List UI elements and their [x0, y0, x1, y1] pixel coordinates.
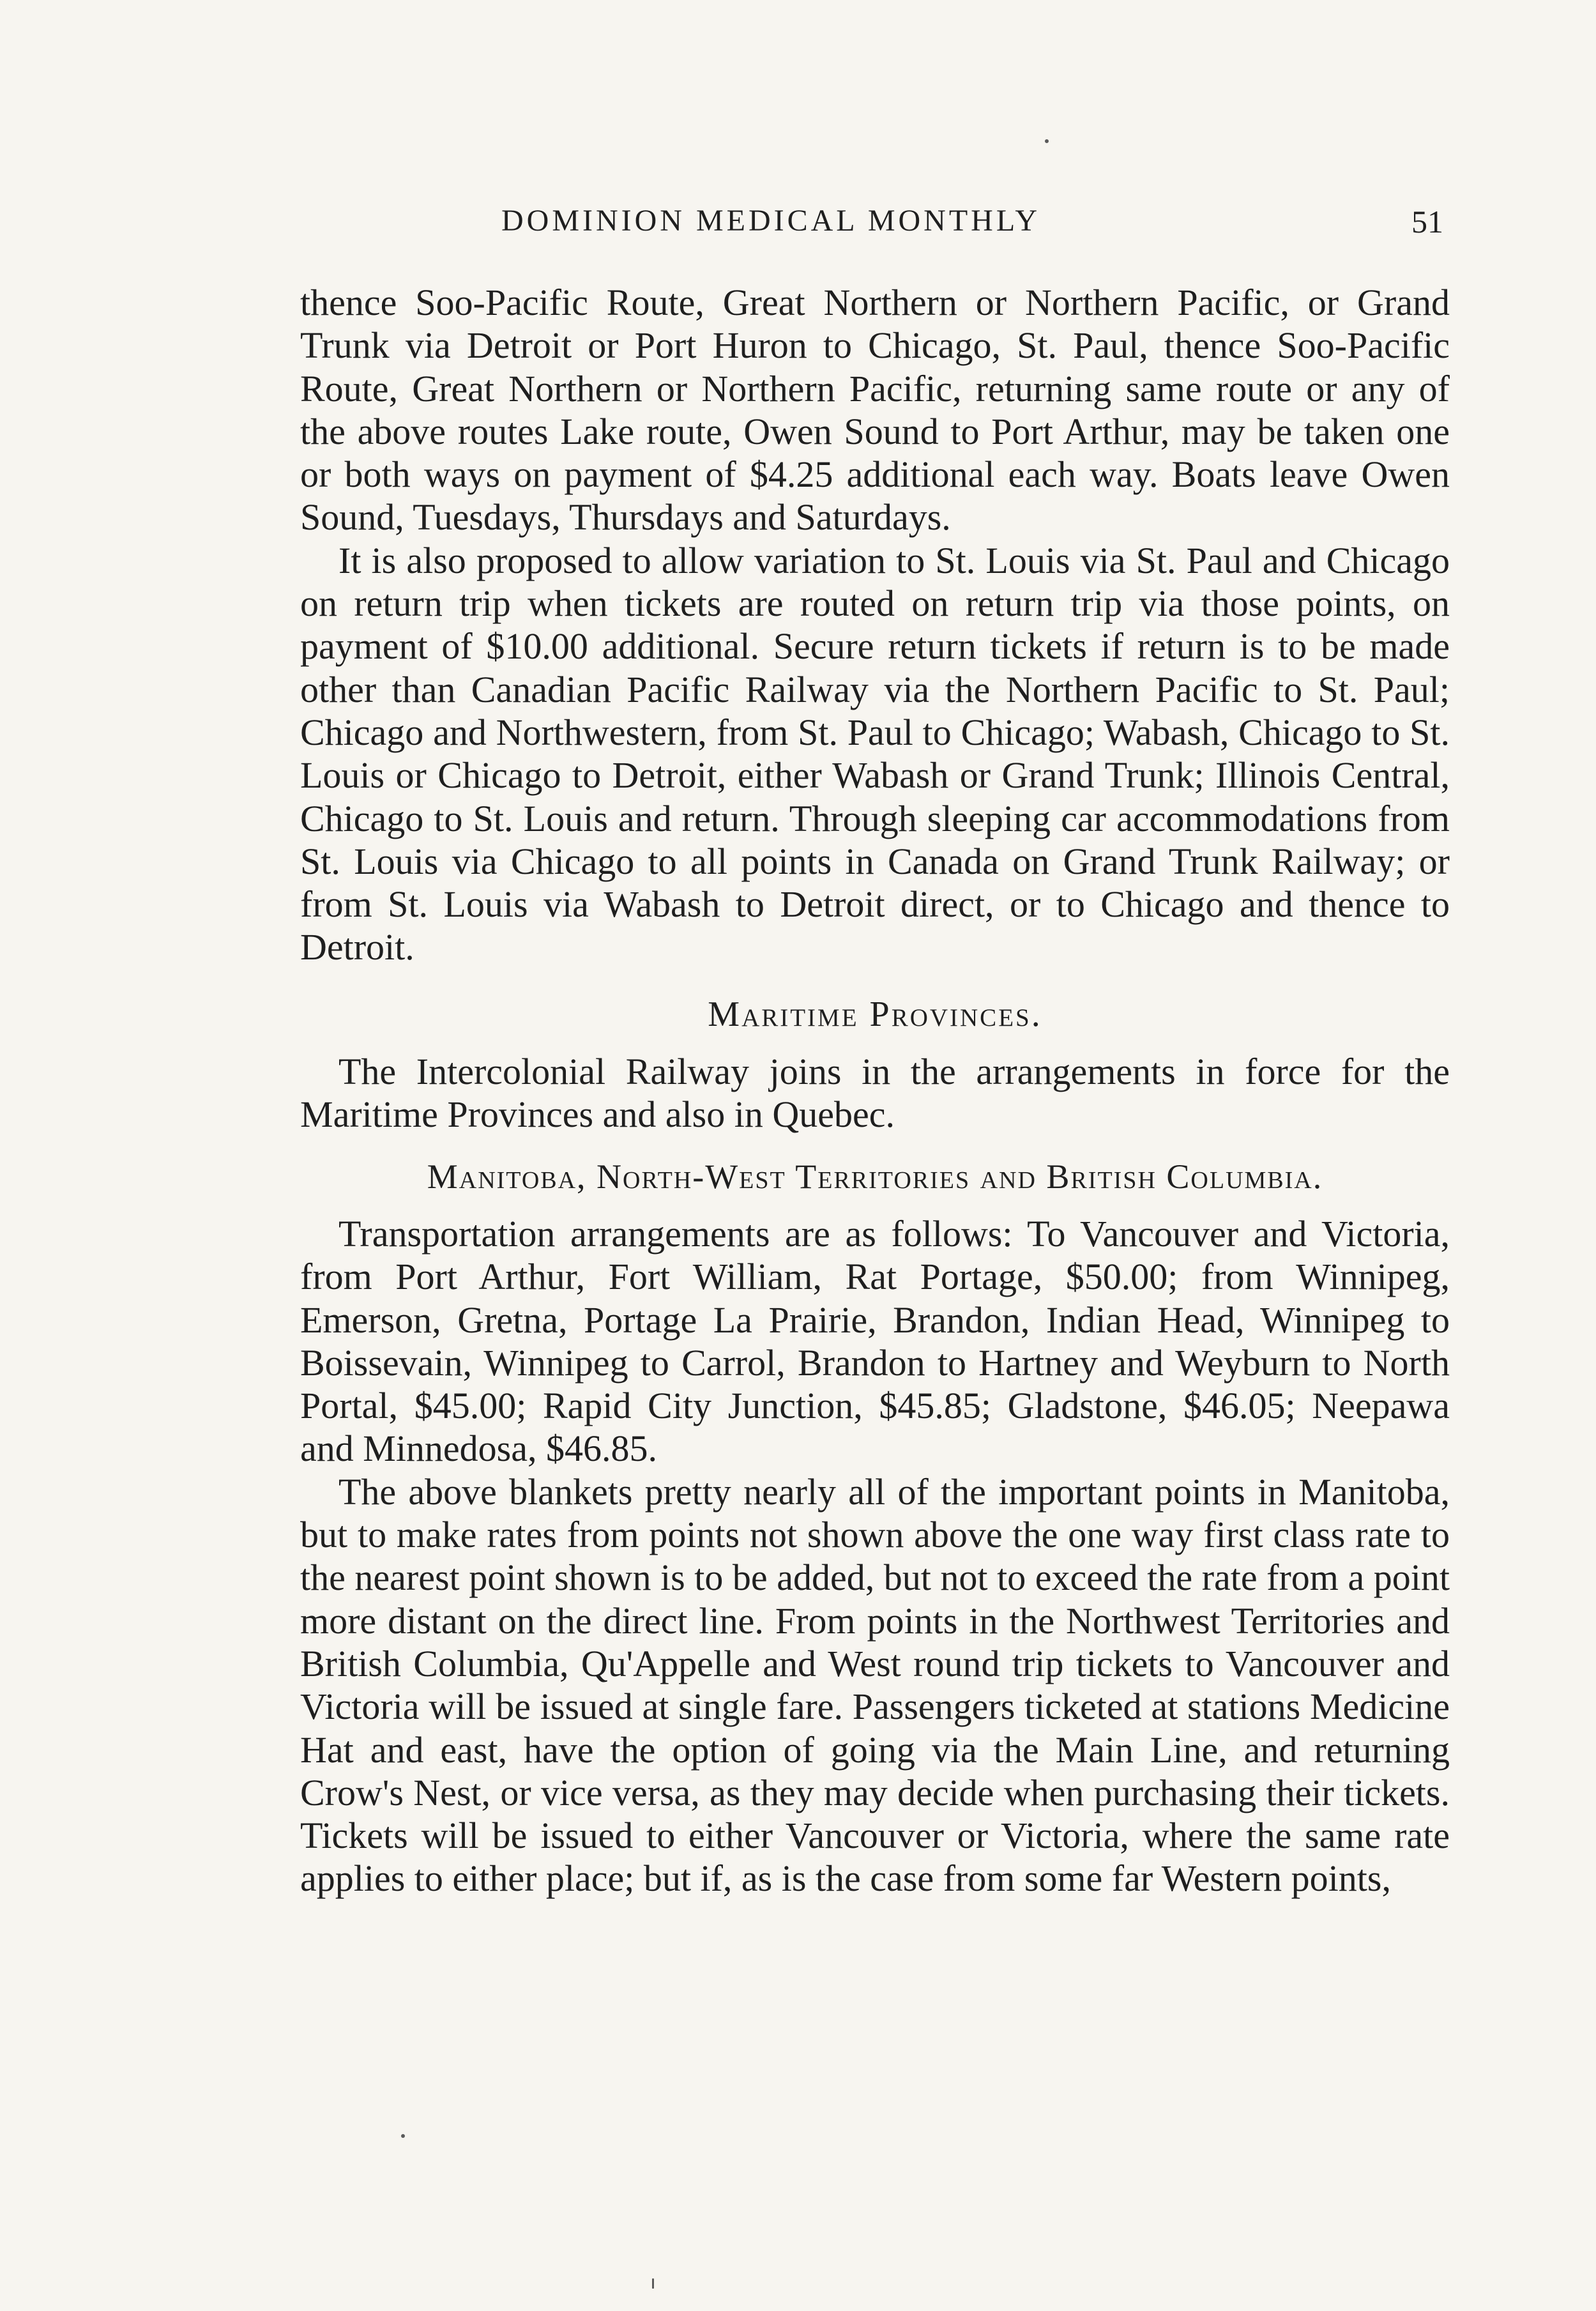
- page-number: 51: [1411, 204, 1443, 240]
- speck-mark: [1045, 139, 1049, 143]
- section-heading-maritime-provinces: Maritime Provinces.: [708, 994, 1042, 1034]
- body-text: [300, 281, 1450, 1900]
- running-head: [300, 203, 1443, 254]
- running-title: DOMINION MEDICAL MONTHLY: [501, 204, 1041, 238]
- paragraph-continued-routes: thence Soo-Pacific Route, Great Northern or Northern Pacific, or Grand Trunk via Detroit or Port Huron to Chicago, St. Paul, thence Soo-Pacific Route, Great Northern or Northern Pacific, returning same route or any of the above routes Lake route, Owen Sound to Port Arthur, may be taken one or both ways on payment of $4.25 additional each way. Boats leave Owen Sound, Tuesdays, Thursdays and Saturdays.: [300, 282, 1450, 538]
- speck-mark: [652, 2278, 654, 2289]
- paragraph-manitoba-rates: The above blankets pretty nearly all of the important points in Manitoba, but to make rates from points not shown above the one way first class rate to the nearest point shown is to be added, but not to exceed the rate from a point more distant on the direct line. From points in the Northwest Territories and British Columbia, Qu'Appelle and West round trip tickets to Vancouver and Victoria will be issued at single fare. Passengers ticketed at stations Medicine Hat and east, have the option of going via the Main Line, and returning Crow's Nest, or vice versa, as they may decide when purchasing their tickets. Tickets will be issued to either Vancouver or Victoria, where the same rate applies to either place; but if, as is the case from some far Western points,: [300, 1470, 1450, 1900]
- speck-mark: [401, 2134, 405, 2138]
- section-heading-manitoba-nw-bc: Manitoba, North-West Territories and British Columbia.: [427, 1157, 1323, 1196]
- paragraph-transportation-arrangements: Transportation arrangements are as follows: To Vancouver and Victoria, from Port Arthur, Fort William, Rat Portage, $50.00; from Winnipeg, Emerson, Gretna, Portage La Prairie, Brandon, Indian Head, Winnipeg to Boissevain, Winnipeg to Carrol, Brandon to Hartney and Weyburn to North Portal, $45.00; Rapid City Junction, $45.85; Gladstone, $46.05; Neepawa and Minnedosa, $46.85.: [300, 1212, 1450, 1470]
- paragraph-st-louis-variation: It is also proposed to allow variation to St. Louis via St. Paul and Chicago on return trip when tickets are routed on return trip via those points, on payment of $10.00 additional. Secure return tickets if return is to be made other than Canadian Pacific Railway via the Northern Pacific to St. Paul; Chicago and Northwestern, from St. Paul to Chicago; Wabash, Chicago to St. Louis or Chicago to Detroit, either Wabash or Grand Trunk; Illinois Central, Chicago to St. Louis and return. Through sleeping car accommodations from St. Louis via Chicago to all points in Canada on Grand Trunk Railway; or from St. Louis via Wabash to Detroit direct, or to Chicago and thence to Detroit.: [300, 539, 1450, 968]
- paragraph-intercolonial-railway: The Intercolonial Railway joins in the arrangements in force for the Maritime Provinces and also in Quebec.: [300, 1051, 1450, 1136]
